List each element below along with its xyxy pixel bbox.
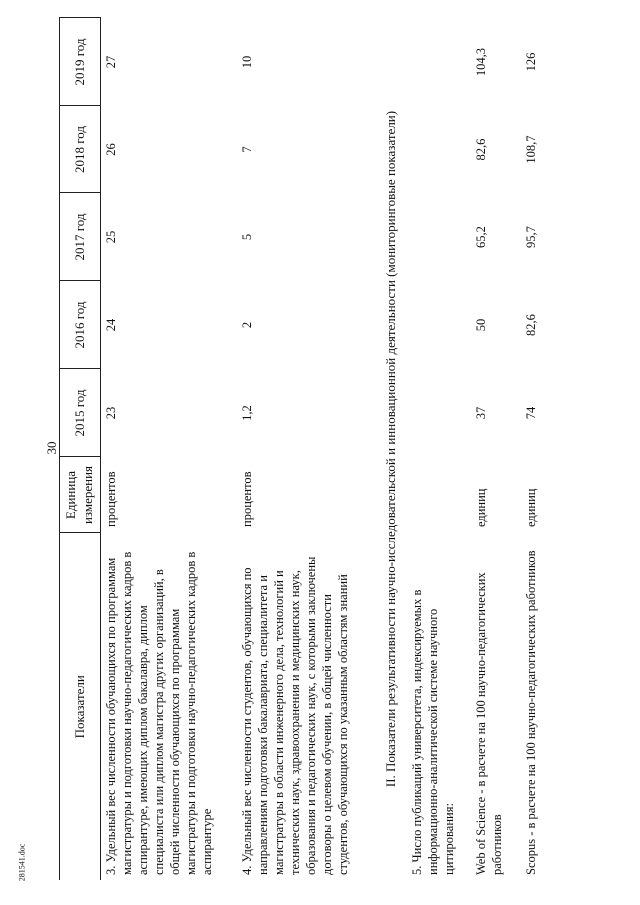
table-row (521, 18, 571, 880)
unit-cell (407, 457, 471, 533)
value-cell (407, 106, 471, 193)
unit-cell: единиц (474, 488, 489, 527)
value-cell: 104,3 (474, 47, 489, 77)
header-2015: 2015 год (60, 369, 101, 457)
value-cell: 5 (239, 233, 254, 241)
value-cell (407, 193, 471, 281)
value-cell: 1,2 (239, 405, 254, 421)
indicator-cell: Scopus - в расчете на 100 научно-педагогических работников (524, 550, 539, 875)
indicator-cell: 3. Удельный вес численности обучающихся по программам магистратуры и подготовки научно-педагогических кадров в аспирантуре, имеющих диплом бакалавра, диплом специалиста или диплом магистра других организаций, в общей численности обучающихся по программам магистратуры и подготовки научно-педагогических кадров в аспирантуре (104, 551, 214, 875)
value-cell: 108,7 (524, 135, 539, 164)
value-cell: 7 (239, 146, 254, 153)
header-2018: 2018 год (60, 106, 101, 193)
value-cell: 74 (524, 406, 539, 420)
value-cell: 50 (474, 318, 489, 332)
header-2016: 2016 год (60, 281, 101, 369)
indicator-cell: 4. Удельный вес численности студентов, обучающихся по направлениям подготовки бакалавриата, специалитета и магистратуры в области инженерного дела, технологий и технических наук, здравоохранения и медицинских наук, образования и педагогических наук, с которыми заключены договоры о целевом обучении, в общей численности студентов, обучающихся по указанным областям знаний (239, 556, 350, 875)
value-cell: 2 (239, 321, 254, 329)
value-cell (407, 369, 471, 457)
table-row (471, 18, 521, 880)
table-header-row (60, 18, 101, 880)
unit-cell: процентов (104, 471, 118, 527)
value-cell: 23 (104, 406, 118, 420)
table-row (101, 18, 237, 880)
value-cell: 24 (104, 318, 118, 332)
value-cell: 82,6 (474, 138, 489, 161)
header-2017: 2017 год (60, 193, 101, 281)
value-cell: 10 (239, 55, 254, 69)
unit-cell: единиц (524, 488, 539, 527)
value-cell (407, 281, 471, 369)
table-row (237, 18, 375, 880)
indicators-table (59, 18, 571, 881)
value-cell: 25 (104, 230, 118, 244)
value-cell: 26 (104, 143, 118, 156)
value-cell: 27 (104, 55, 118, 69)
header-2019: 2019 год (60, 18, 101, 106)
section-heading-row (375, 18, 408, 880)
rotated-table-page (59, 18, 627, 880)
unit-cell: процентов (239, 471, 254, 527)
value-cell: 65,2 (474, 226, 489, 248)
header-indicators: Показатели (60, 533, 101, 880)
value-cell: 82,6 (524, 314, 539, 336)
value-cell: 95,7 (524, 226, 539, 248)
file-stamp: 281541.doc (17, 843, 27, 882)
indicator-cell: 5. Число публикаций университета, индексируемых в информационно-аналитической системе научного цитирования: (410, 589, 457, 875)
indicator-cell: Web of Science - в расчете на 100 научно-педагогических работников (474, 572, 505, 875)
value-cell: 37 (474, 406, 489, 420)
section-title: II. Показатели результативности научно-исследовательской и инновационной деятельности (мониторинговые показатели) (382, 110, 398, 788)
value-cell (407, 18, 471, 106)
header-unit: Единица измерения (60, 457, 101, 533)
value-cell: 126 (524, 52, 539, 72)
table-row (407, 18, 471, 880)
page-number: 30 (44, 441, 59, 455)
